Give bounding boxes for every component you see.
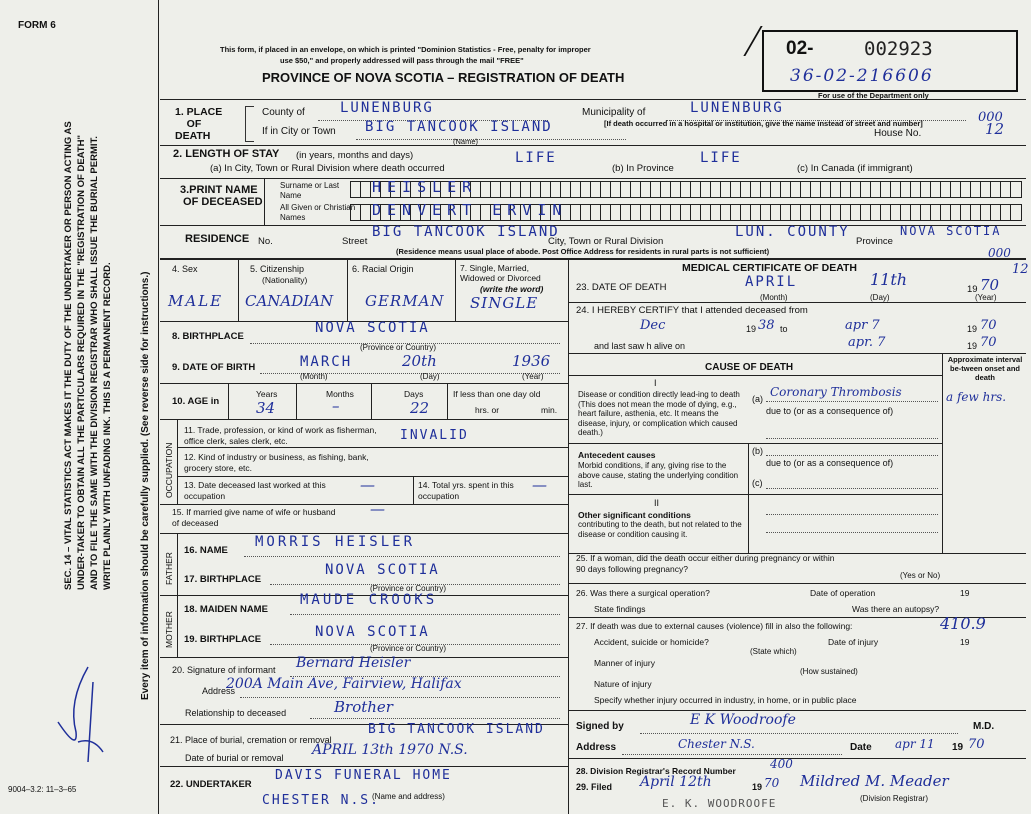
- date-year-prefix: 19: [952, 742, 964, 753]
- municipality-code: 000: [978, 110, 1003, 125]
- how-sustained-label: (How sustained): [800, 667, 858, 676]
- residence-no-label: No.: [258, 236, 273, 247]
- q29-label: 29. Filed: [576, 782, 613, 792]
- rule: [238, 260, 239, 321]
- death-day: 11th: [870, 270, 908, 289]
- certify-to-month: apr 7: [845, 318, 880, 333]
- occupation-side-label: OCCUPATION: [164, 442, 174, 498]
- registrar-sub: (Division Registrar): [860, 794, 929, 803]
- column-divider: [568, 258, 569, 814]
- dob-month: MARCH: [300, 354, 353, 370]
- leader: [766, 438, 938, 439]
- hospital-note: [If death occurred in a hospital or institution, give the name instead of street and number]: [604, 119, 923, 128]
- rule: [177, 447, 568, 448]
- cause-a-tag: (a): [752, 394, 763, 404]
- mother-birthplace-value: NOVA SCOTIA: [315, 624, 430, 640]
- page-title: PROVINCE OF NOVA SCOTIA – REGISTRATION OF DEATH: [262, 70, 625, 85]
- house-label: House No.: [874, 128, 922, 139]
- bracket-rule: [748, 443, 749, 553]
- dob-day: 20th: [402, 352, 437, 370]
- burial-place-label: 21. Place of burial, cremation or removal: [170, 735, 332, 745]
- mother-birthplace-sub: (Province or Country): [370, 644, 447, 653]
- envelope-note: use $50," and properly addressed will pass through the mail "FREE": [280, 56, 524, 65]
- residence-note: (Residence means usual place of abode. Post Office Address for residents in rural parts is not sufficient): [396, 247, 770, 256]
- q28-value: 400: [770, 757, 793, 771]
- md-label: M.D.: [973, 721, 995, 732]
- rule: [160, 766, 568, 767]
- death-year-prefix: 19: [967, 284, 978, 295]
- father-birthplace-label: 17. BIRTHPLACE: [184, 574, 262, 585]
- leader: [356, 139, 626, 140]
- rule: [942, 353, 943, 553]
- antecedent-label: Antecedent causes: [578, 450, 656, 460]
- residence-label: RESIDENCE: [185, 233, 250, 245]
- accident-label: Accident, suicide or homicide?: [594, 637, 709, 647]
- death-code: 12: [1012, 262, 1029, 277]
- disease-label: Disease or condition directly lead-ing to death (This does not mean the mode of dying, e.g., heart failure, asthenia, etc. It means the disease, injury, or complication which caused death.): [578, 390, 740, 437]
- residence-province-label: Province: [856, 236, 893, 247]
- length-of-stay-sub: (in years, months and days): [296, 150, 414, 161]
- operation-year-prefix: 19: [960, 588, 970, 598]
- leader: [290, 614, 560, 615]
- registration-prefix: 02-: [786, 38, 814, 59]
- dob-month-sub: (Month): [300, 372, 328, 381]
- sex-label: 4. Sex: [172, 264, 198, 274]
- informant-address: 200A Main Ave, Fairview, Halifax: [226, 676, 462, 692]
- certify-to-year: 70: [980, 318, 997, 333]
- stay-province-label: (b) In Province: [612, 163, 674, 174]
- rule: [447, 383, 448, 419]
- date-value: apr 11: [895, 737, 935, 751]
- sidebar-law-text: SEC. 14 – VITAL STATISTICS ACT MAKES IT THE DUTY OF THE UNDERTAKER OR PERSON ACTING AS UNDER-TAKER TO OBTAIN ALL THE PARTICULARS REQUIRED IN THE "REGISTRATION OF DEATH" AND TO FILE THE SAME WITH THE DIVISION REGISTRAR WHO SHALL ISSUE THE BURIAL PERMIT. WRITE PLAINLY WITH UNFADING INK. THIS IS A PERMANENT RECORD.: [63, 121, 113, 590]
- death-day-sub: (Day): [870, 293, 890, 302]
- father-name-value: MORRIS HEISLER: [255, 534, 416, 550]
- rule: [569, 302, 1026, 303]
- county-label: County of: [262, 107, 305, 118]
- registration-number: 002923: [864, 38, 933, 60]
- stay-province-value: LIFE: [700, 150, 742, 166]
- form-number: FORM 6: [18, 20, 56, 31]
- marital-label: 7. Single, Married, Widowed or Divorced: [460, 263, 541, 283]
- municipality-value: LUNENBURG: [690, 100, 784, 116]
- state-which-label: (State which): [750, 647, 797, 656]
- roman-two: II: [654, 498, 660, 508]
- q29-year: 70: [764, 776, 780, 790]
- sidebar-instructions: Every item of information should be carefully supplied. (See reverse side for instructions.): [140, 271, 151, 700]
- rule: [177, 419, 178, 504]
- marital-sub: (write the word): [480, 284, 544, 294]
- registrar-signature: Mildred M. Meader: [800, 772, 949, 790]
- residence-street-value: BIG TANCOOK ISLAND: [372, 224, 560, 240]
- racial-origin-value: GERMAN: [365, 292, 445, 310]
- medical-certificate-header: MEDICAL CERTIFICATE OF DEATH: [682, 262, 857, 274]
- antecedent-desc: Morbid conditions, if any, giving rise to the above cause, stating the underlying condition last.: [578, 461, 739, 489]
- relationship-label: Relationship to deceased: [185, 708, 287, 718]
- informant-sig-label: 20. Signature of informant: [172, 665, 276, 675]
- informant-address-label: Address: [202, 686, 236, 696]
- leader: [310, 718, 560, 719]
- rule: [160, 419, 568, 420]
- rule: [569, 375, 942, 376]
- min-label: min.: [541, 405, 558, 415]
- specify-label: Specify whether injury occurred in industry, in home, or in public place: [594, 695, 857, 705]
- date-year: 70: [968, 737, 985, 752]
- residence-code: 000: [988, 246, 1011, 260]
- last-saw-label: and last saw h alive on: [594, 341, 686, 351]
- death-year: 70: [980, 276, 1000, 294]
- spouse-label: 15. If married give name of wife or husband of deceased: [172, 507, 336, 528]
- death-month-sub: (Month): [760, 293, 788, 302]
- signed-by-label: Signed by: [576, 721, 624, 732]
- interval-header: Approximate interval be-tween onset and death: [947, 355, 1023, 382]
- father-name-label: 16. NAME: [184, 545, 228, 556]
- stamp-text: E. K. WOODROOFE: [662, 797, 777, 810]
- father-side-label: FATHER: [164, 552, 174, 585]
- county-value: LUNENBURG: [340, 100, 434, 116]
- name-note: (Name): [453, 137, 479, 146]
- rule: [455, 260, 456, 321]
- certify-label: 24. I HEREBY CERTIFY that I attended deceased from: [576, 305, 808, 316]
- cause-b-tag: (b): [752, 446, 763, 456]
- last-saw-value: apr. 7: [848, 335, 886, 350]
- stay-canada-label: (c) In Canada (if immigrant): [797, 163, 913, 174]
- residence-city-value: LUN. COUNTY: [735, 224, 850, 240]
- city-value: BIG TANCOOK ISLAND: [365, 119, 553, 135]
- death-year-sub: (Year): [975, 293, 997, 302]
- burial-place-value: BIG TANCOOK ISLAND: [368, 722, 545, 737]
- leader: [766, 455, 938, 456]
- residence-province-value: NOVA SCOTIA: [900, 224, 1002, 238]
- stay-city-value: LIFE: [515, 150, 557, 166]
- father-birthplace-sub: (Province or Country): [370, 584, 447, 593]
- leader: [244, 556, 560, 557]
- q29-year-prefix: 19: [752, 782, 763, 792]
- certify-to-label: to: [780, 324, 788, 334]
- due-to-label-2: due to (or as a consequence of): [766, 458, 894, 468]
- q26-label: 26. Was there a surgical operation?: [576, 588, 710, 598]
- rule: [569, 758, 1026, 759]
- given-names-label: All Given or Christian Names: [280, 203, 356, 222]
- certify-from-month: Dec: [640, 318, 666, 333]
- rule: [264, 178, 265, 225]
- manner-label: Manner of injury: [594, 658, 655, 668]
- address-value: Chester N.S.: [678, 737, 755, 751]
- q13-label: 13. Date deceased last worked at this occupation: [184, 480, 326, 501]
- leader: [766, 401, 938, 402]
- q14-value: —: [532, 476, 547, 494]
- rule: [569, 583, 1026, 584]
- interval-a-value: a few hrs.: [946, 390, 1007, 404]
- due-to-label-1: due to (or as a consequence of): [766, 406, 894, 416]
- address-label: Address: [576, 742, 617, 753]
- relationship-value: Brother: [334, 698, 393, 716]
- print-name-label: 3.PRINT NAME OF DECEASED: [180, 184, 263, 208]
- undertaker-label: 22. UNDERTAKER: [170, 779, 252, 790]
- citizenship-value: CANADIAN: [245, 292, 334, 310]
- age-days: 22: [410, 399, 430, 417]
- q11-value: INVALID: [400, 428, 469, 443]
- certify-from-year-prefix: 19: [746, 324, 757, 334]
- department-use-note: For use of the Department only: [818, 91, 929, 100]
- q28-label: 28. Division Registrar's Record Number: [576, 766, 736, 776]
- surname-value: HEISLER: [372, 178, 478, 196]
- hrs-label: hrs. or: [475, 405, 500, 415]
- rule: [296, 383, 297, 419]
- leader: [622, 754, 842, 755]
- leader: [766, 514, 938, 515]
- stay-city-label: (a) In City, Town or Rural Division where death occurred: [210, 163, 445, 174]
- left-margin-rule: [158, 0, 159, 814]
- cause-a-value: Coronary Thrombosis: [770, 385, 902, 399]
- margin-initials-mark: [48, 662, 108, 772]
- less-than-day-label: If less than one day old: [453, 389, 541, 399]
- sex-value: MALE: [168, 292, 224, 310]
- q25-yesno: (Yes or No): [900, 571, 941, 580]
- leader: [766, 488, 938, 489]
- rule: [569, 494, 942, 495]
- other-conditions-desc: contributing to the death, but not related to the disease or condition causing it.: [578, 520, 742, 539]
- certify-from-year: 38: [758, 318, 775, 333]
- mother-side-label: MOTHER: [164, 611, 174, 648]
- rule: [371, 383, 372, 419]
- marital-value: SINGLE: [470, 294, 539, 312]
- last-saw-year: 70: [980, 335, 997, 350]
- months-label: Months: [326, 389, 354, 399]
- date-label: Date: [850, 742, 872, 753]
- city-label: If in City or Town: [262, 126, 336, 137]
- mother-maiden-label: 18. MAIDEN NAME: [184, 604, 268, 615]
- citizenship-label: 5. Citizenship: [250, 264, 305, 274]
- print-code: 9004–3.2: 11–3–65: [8, 785, 77, 794]
- nature-label: Nature of injury: [594, 679, 652, 689]
- leader: [766, 532, 938, 533]
- birthplace-value: NOVA SCOTIA: [315, 320, 430, 336]
- q13-value: —: [360, 476, 375, 494]
- informant-signature: Bernard Heisler: [296, 655, 411, 671]
- residence-city-label: City, Town or Rural Division: [548, 236, 664, 247]
- rule: [569, 710, 1026, 711]
- burial-date-label: Date of burial or removal: [185, 753, 284, 763]
- spouse-value: —: [370, 500, 385, 518]
- place-of-death-label: 1. PLACE OF DEATH: [175, 106, 223, 142]
- given-names-value: DENVERT ERVIN: [372, 201, 568, 219]
- cause-c-tag: (c): [752, 478, 763, 488]
- rule: [228, 383, 229, 419]
- injury-year-prefix: 19: [960, 637, 970, 647]
- rule: [569, 353, 1026, 354]
- years-label: Years: [256, 389, 278, 399]
- leader: [640, 733, 958, 734]
- registration-handwritten: 36-02-216606: [790, 66, 934, 86]
- burial-date-value: APRIL 13th 1970 N.S.: [312, 742, 468, 758]
- dob-label: 9. DATE OF BIRTH: [172, 362, 256, 373]
- rule: [569, 443, 942, 444]
- rule: [347, 260, 348, 321]
- death-month: APRIL: [745, 274, 798, 290]
- last-saw-year-prefix: 19: [967, 341, 978, 351]
- dob-year-sub: (Year): [522, 372, 544, 381]
- citizenship-sub: (Nationality): [262, 275, 308, 285]
- days-label: Days: [404, 389, 424, 399]
- house-value: 12: [985, 120, 1005, 138]
- rule: [160, 383, 568, 384]
- q27-code: 410.9: [940, 614, 986, 633]
- rule: [413, 476, 414, 504]
- autopsy-label: Was there an autopsy?: [852, 604, 940, 614]
- mother-maiden-value: MAUDE CROOKS: [300, 592, 438, 608]
- age-label: 10. AGE in: [172, 396, 220, 407]
- birthplace-sub: (Province or Country): [360, 343, 437, 352]
- leader: [240, 697, 560, 698]
- rule: [160, 178, 1026, 179]
- q25-label: 25. If a woman, did the death occur either during pregnancy or within 90 days following pregnancy?: [576, 553, 835, 574]
- undertaker-name: DAVIS FUNERAL HOME: [275, 768, 452, 783]
- municipality-label: Municipality of: [582, 107, 646, 118]
- dob-year: 1936: [512, 352, 551, 370]
- age-months: –: [332, 397, 340, 415]
- undertaker-sub: (Name and address): [372, 792, 445, 801]
- q27-label: 27. If death was due to external causes (violence) fill in also the following:: [576, 621, 853, 631]
- rule: [160, 258, 1026, 260]
- q11-label: 11. Trade, profession, or kind of work as fisherman, office clerk, sales clerk, etc.: [184, 425, 377, 446]
- q12-label: 12. Kind of industry or business, as fishing, bank, grocery store, etc.: [184, 452, 369, 473]
- injury-date-label: Date of injury: [828, 637, 879, 647]
- length-of-stay-label: 2. LENGTH OF STAY: [173, 148, 280, 160]
- rule: [160, 504, 568, 505]
- cause-of-death-header: CAUSE OF DEATH: [705, 362, 794, 373]
- dob-day-sub: (Day): [420, 372, 440, 381]
- other-conditions-label: Other significant conditions: [578, 510, 691, 520]
- father-birthplace-value: NOVA SCOTIA: [325, 562, 440, 578]
- age-years: 34: [256, 399, 276, 417]
- q29-filed-value: April 12th: [640, 774, 712, 790]
- residence-street-label: Street: [342, 236, 368, 247]
- undertaker-city: CHESTER N.S.: [262, 793, 380, 808]
- signed-by-value: E K Woodroofe: [690, 712, 796, 728]
- surname-label: Surname or Last Name: [280, 181, 340, 200]
- findings-label: State findings: [594, 604, 646, 614]
- bracket: [245, 106, 254, 142]
- operation-date-label: Date of operation: [810, 588, 876, 598]
- mother-birthplace-label: 19. BIRTHPLACE: [184, 634, 262, 645]
- racial-origin-label: 6. Racial Origin: [352, 264, 414, 274]
- rule: [160, 225, 1026, 226]
- date-of-death-label: 23. DATE OF DEATH: [576, 282, 667, 293]
- certify-to-year-prefix: 19: [967, 324, 978, 334]
- rule: [160, 145, 1026, 146]
- q14-label: 14. Total yrs. spent in this occupation: [418, 480, 514, 501]
- roman-one: I: [654, 378, 657, 388]
- birthplace-label: 8. BIRTHPLACE: [172, 331, 244, 342]
- envelope-note: This form, if placed in an envelope, on which is printed "Dominion Statistics - Free, penalty for improper: [220, 45, 591, 54]
